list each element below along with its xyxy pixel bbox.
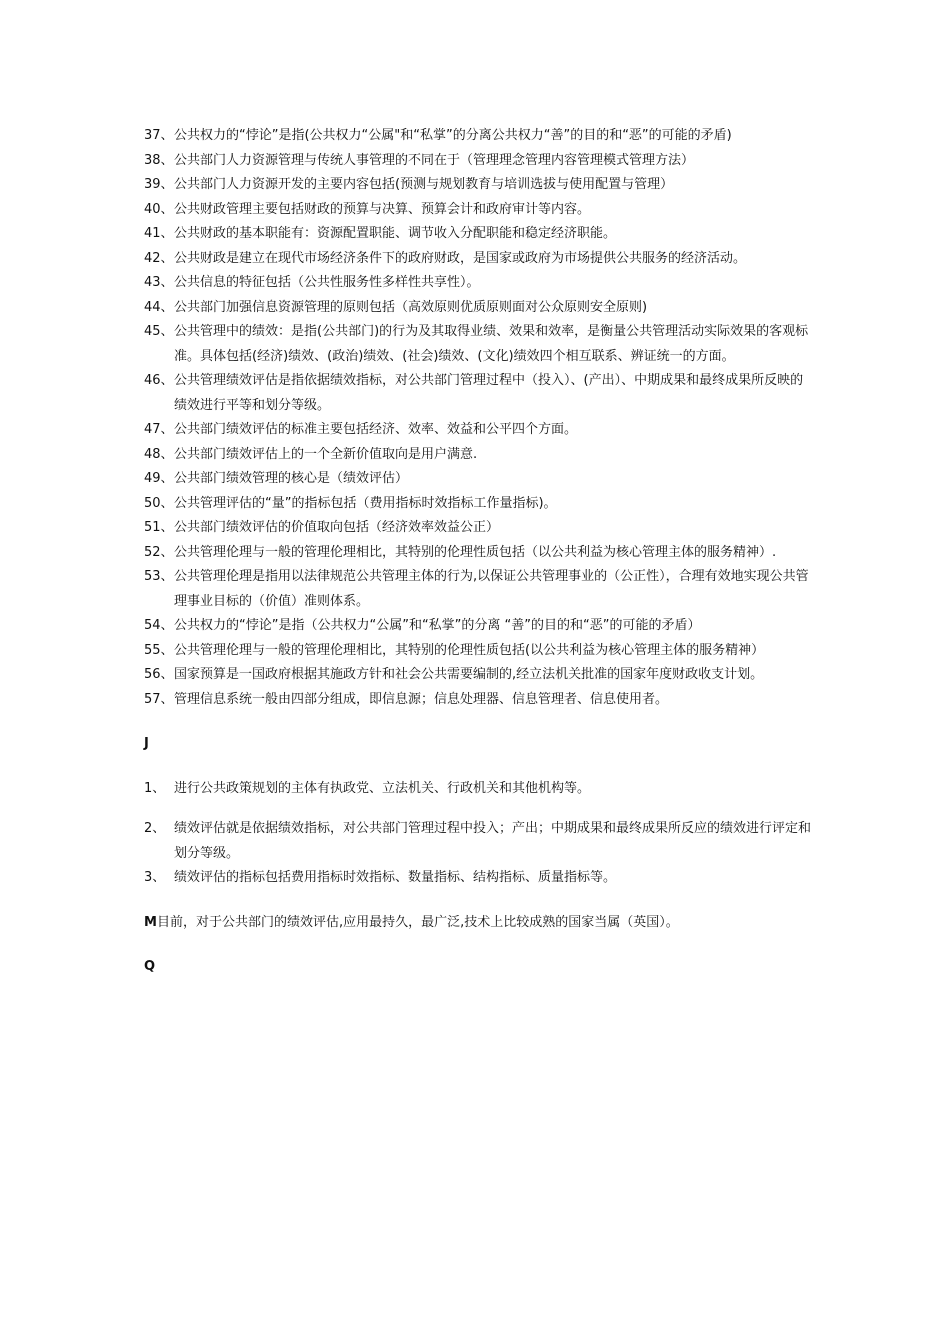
item-text: 公共财政是建立在现代市场经济条件下的政府财政，是国家或政府为市场提供公共服务的经济活动。	[174, 250, 747, 266]
item-number: 49、	[144, 471, 174, 486]
spacer	[144, 891, 814, 911]
item-text: 公共部门人力资源管理与传统人事管理的不同在于（管理理念管理内容管理模式管理方法）	[174, 152, 695, 168]
item-number: 57、	[144, 691, 174, 707]
list-item	[144, 173, 814, 198]
item-text: 公共管理绩效评估是指依据绩效指标，对公共部门管理过程中（投入）、(产出）、中期成果和最终成果所反映的绩效进行平等和划分等级。	[174, 373, 804, 413]
document-content	[144, 124, 814, 980]
list-item	[144, 467, 814, 492]
numbered-list-p	[144, 124, 814, 712]
item-text: 公共部门人力资源开发的主要内容包括(预测与规划教育与培训选拔与使用配置与管理）	[174, 177, 674, 192]
list-item	[144, 320, 814, 369]
list-item	[144, 443, 814, 468]
item-number: 54、	[144, 618, 174, 633]
item-number: 38、	[144, 152, 174, 168]
item-text: 公共管理伦理是指用以法律规范公共管理主体的行为,以保证公共管理事业的（公正性），合理有效地实现公共管理事业目标的（价值）准则体系。	[174, 569, 809, 609]
item-text: 进行公共政策规划的主体有执政党、立法机关、行政机关和其他机构等。	[174, 780, 591, 796]
section-heading-m: M	[144, 914, 157, 930]
item-text: 公共信息的特征包括（公共性服务性多样性共享性）。	[174, 275, 480, 290]
item-text: 公共权力的“悖论”是指（公共权力“公属”和“私掌”的分离 “善”的目的和“恶”的可能的矛盾）	[174, 618, 701, 633]
item-number: 39、	[144, 177, 174, 192]
item-number: 45、	[144, 324, 174, 339]
numbered-list-j	[144, 777, 814, 891]
item-number: 56、	[144, 667, 174, 682]
list-item	[144, 614, 814, 639]
item-text: 公共管理伦理与一般的管理伦理相比，其特别的伦理性质包括（以公共利益为核心管理主体的服务精神）.	[174, 544, 777, 560]
list-item	[144, 222, 814, 247]
item-number: 41、	[144, 226, 174, 241]
item-text: 绩效评估的指标包括费用指标时效指标、数量指标、结构指标、质量指标等。	[174, 870, 617, 885]
item-text: 公共部门加强信息资源管理的原则包括（高效原则优质原则面对公众原则安全原则)	[174, 299, 648, 315]
spacer	[144, 935, 814, 955]
item-number: 48、	[144, 446, 174, 462]
item-number: 44、	[144, 299, 174, 315]
item-number: 46、	[144, 373, 174, 388]
spacer	[144, 712, 814, 732]
item-text: 国家预算是一国政府根据其施政方针和社会公共需要编制的,经立法机关批准的国家年度财政收支计划。	[174, 667, 764, 682]
list-item	[144, 271, 814, 296]
item-number: 37、	[144, 128, 174, 143]
item-number: 3、	[144, 870, 166, 885]
item-text: 公共财政的基本职能有：资源配置职能、调节收入分配职能和稳定经济职能。	[174, 226, 617, 241]
list-item	[144, 149, 814, 174]
list-item	[144, 817, 814, 866]
list-item	[144, 565, 814, 614]
item-text: 公共财政管理主要包括财政的预算与决算、预算会计和政府审计等内容。	[174, 201, 591, 217]
item-number: 40、	[144, 201, 174, 217]
list-item	[144, 198, 814, 223]
spacer	[144, 801, 814, 817]
section-m-text: 目前，对于公共部门的绩效评估,应用最持久，最广泛,技术上比较成熟的国家当属（英国）。	[156, 914, 679, 930]
item-text: 公共管理评估的“量”的指标包括（费用指标时效指标工作量指标)。	[174, 495, 557, 511]
item-text: 公共权力的“悖论”是指(公共权力“公属"和“私掌”的分离公共权力“善”的目的和“恶”的可能的矛盾)	[174, 128, 732, 143]
item-text: 公共部门绩效评估上的一个全新价值取向是用户满意.	[174, 446, 478, 462]
list-item	[144, 516, 814, 541]
list-item	[144, 866, 814, 891]
item-text: 公共部门绩效评估的标准主要包括经济、效率、效益和公平四个方面。	[174, 422, 578, 437]
item-number: 52、	[144, 544, 174, 560]
list-item	[144, 124, 814, 149]
item-text: 公共部门绩效评估的价值取向包括（经济效率效益公正）	[174, 520, 500, 535]
item-number: 51、	[144, 520, 174, 535]
item-number: 2、	[144, 821, 166, 836]
spacer	[144, 757, 814, 777]
item-text: 公共管理伦理与一般的管理伦理相比，其特别的伦理性质包括(以公共利益为核心管理主体的服务精神）	[174, 642, 765, 658]
item-number: 50、	[144, 495, 174, 511]
item-text: 管理信息系统一般由四部分组成，即信息源；信息处理器、信息管理者、信息使用者。	[174, 691, 669, 707]
item-number: 55、	[144, 642, 174, 658]
item-text: 公共管理中的绩效：是指(公共部门)的行为及其取得业绩、效果和效率，是衡量公共管理活动实际效果的客观标准。具体包括(经济)绩效、(政治)绩效、(社会)绩效、(文化)绩效四个相互联系、辨证统一的方面。	[174, 324, 809, 364]
item-number: 53、	[144, 569, 174, 584]
list-item	[144, 688, 814, 713]
section-heading-j: J	[144, 736, 149, 751]
list-item	[144, 492, 814, 517]
item-number: 1、	[144, 780, 166, 796]
list-item	[144, 418, 814, 443]
list-item	[144, 663, 814, 688]
item-number: 43、	[144, 275, 174, 290]
list-item	[144, 541, 814, 566]
list-item	[144, 369, 814, 418]
list-item	[144, 296, 814, 321]
item-text: 绩效评估就是依据绩效指标，对公共部门管理过程中投入；产出；中期成果和最终成果所反应的绩效进行评定和划分等级。	[174, 821, 812, 861]
list-item	[144, 639, 814, 664]
list-item	[144, 247, 814, 272]
section-heading-q: Q	[144, 959, 156, 974]
item-text: 公共部门绩效管理的核心是（绩效评估）	[174, 471, 409, 486]
item-number: 47、	[144, 422, 174, 437]
section-m-paragraph	[144, 911, 814, 936]
list-item	[144, 777, 814, 802]
item-number: 42、	[144, 250, 174, 266]
